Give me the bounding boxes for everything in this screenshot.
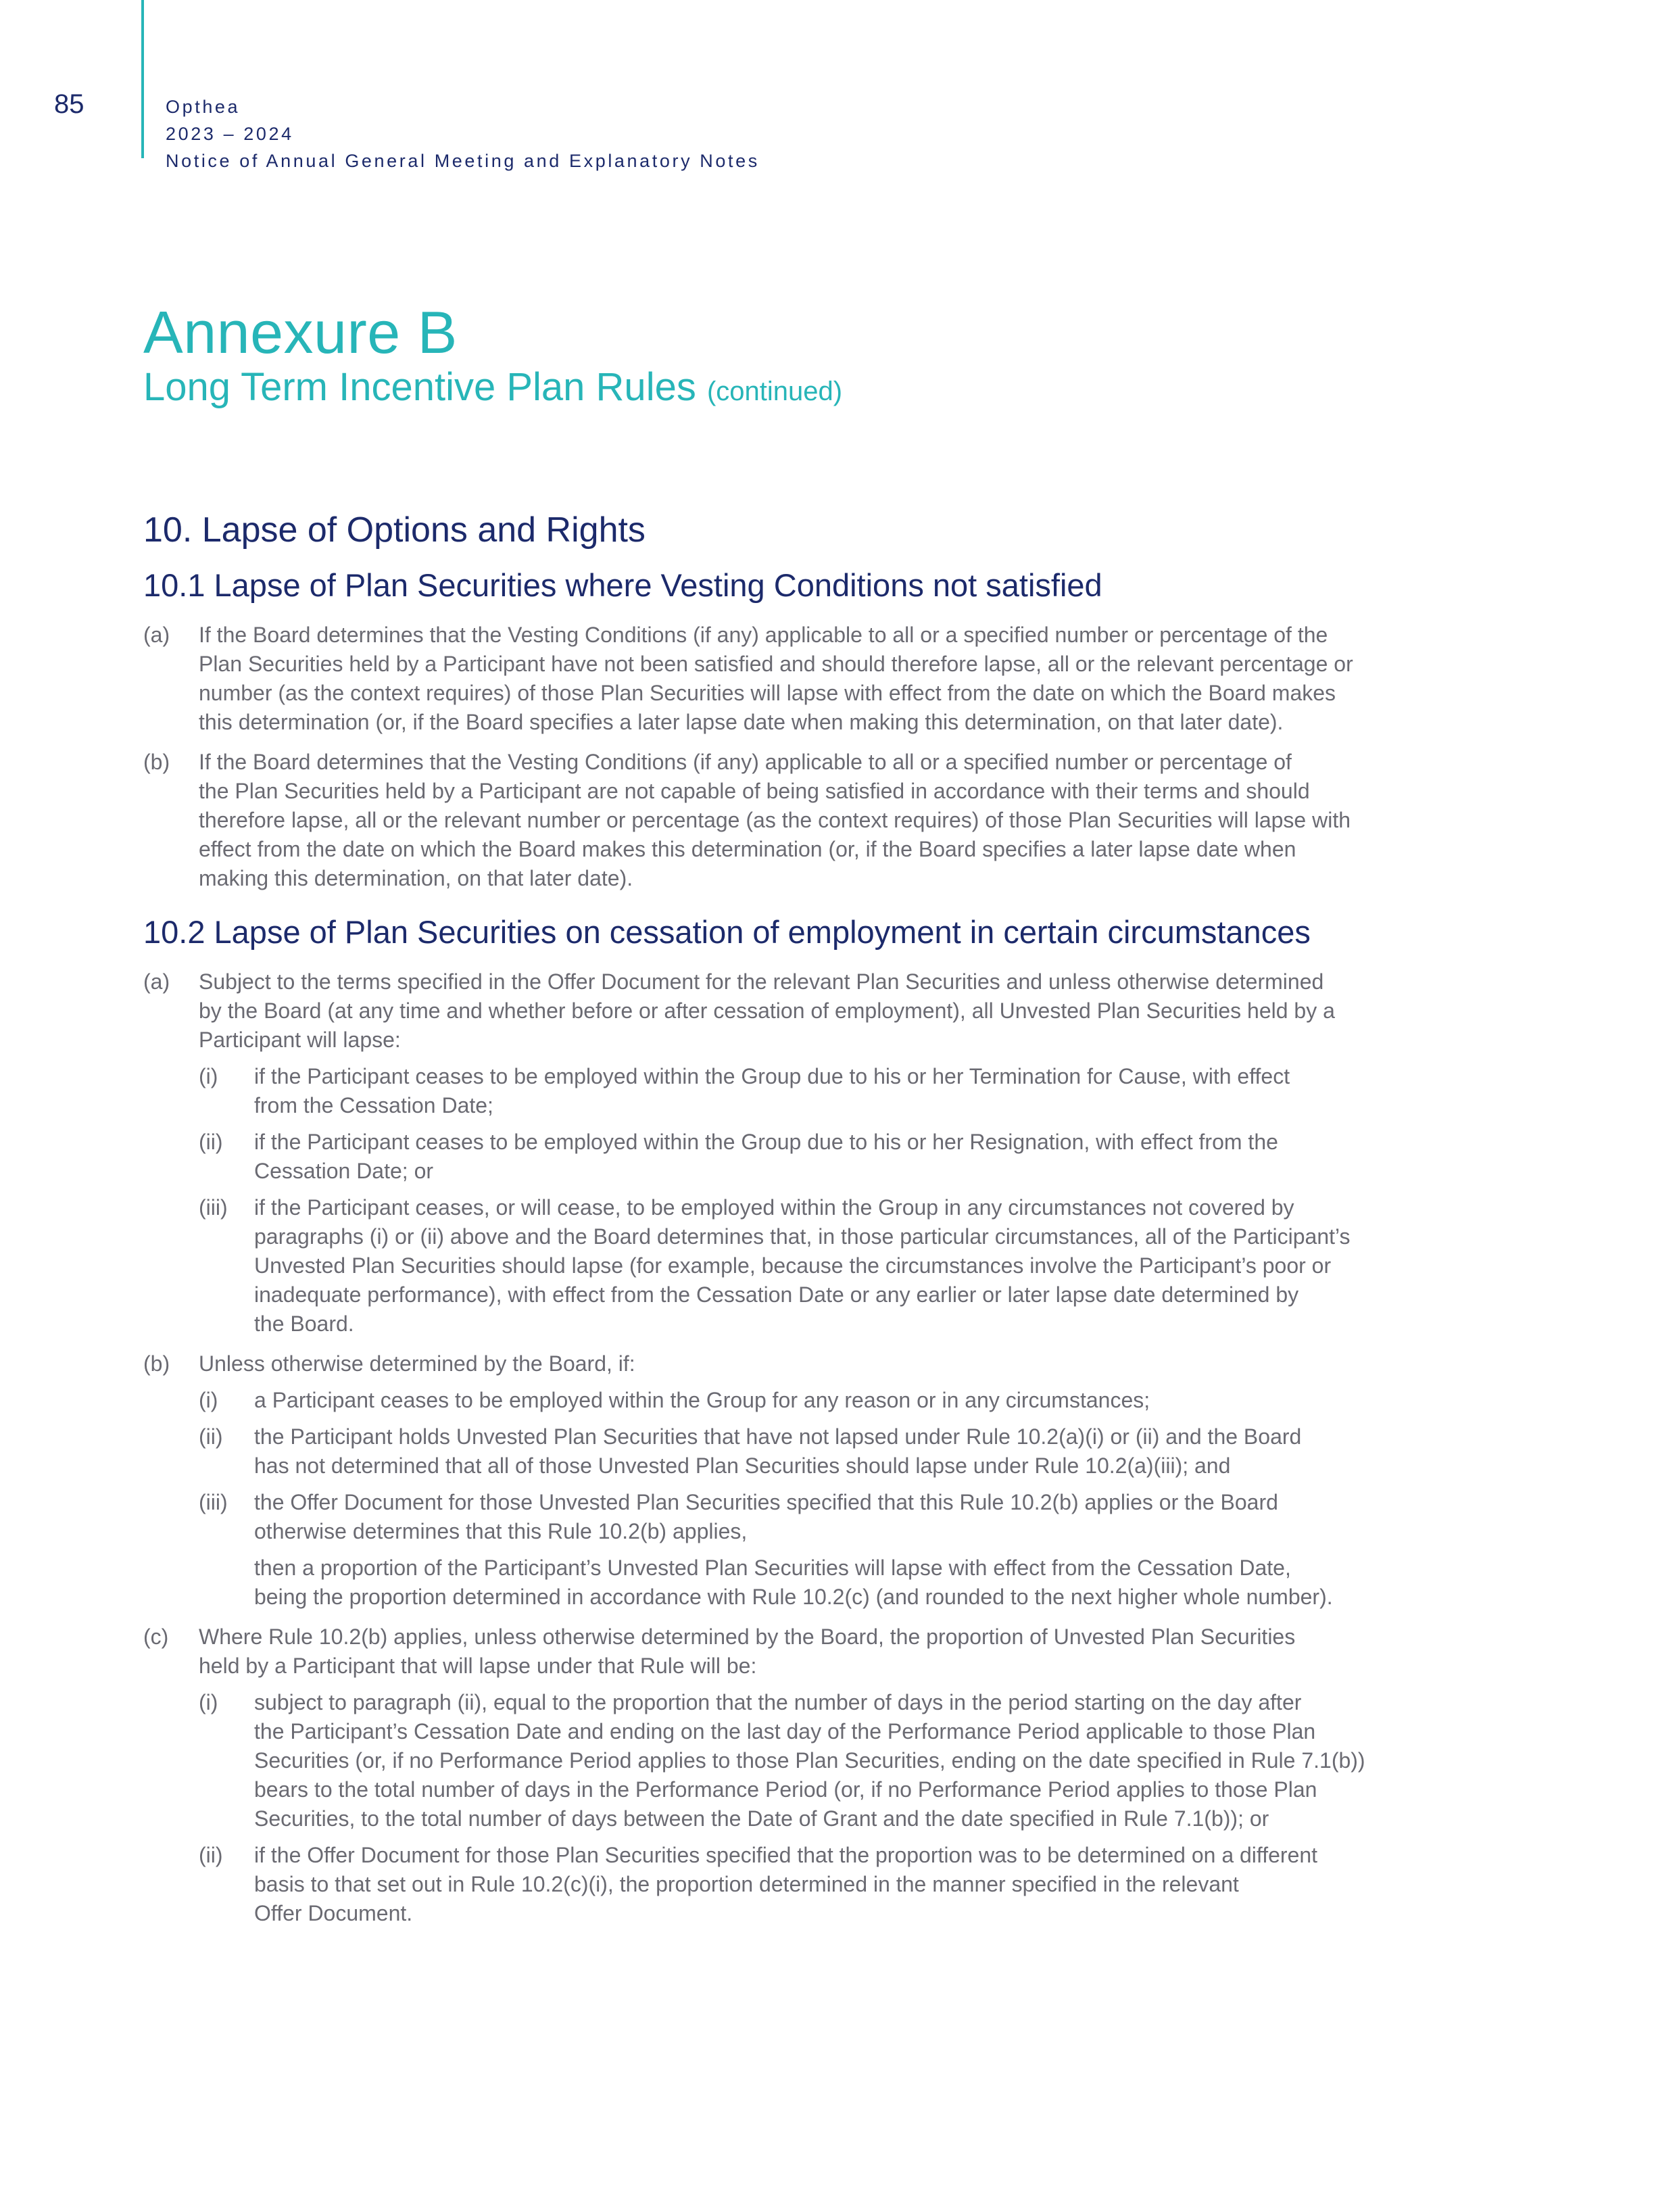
subclause-text-line: the Participant’s Cessation Date and ending on the last day of the Performance Period applicable to those Plan [254, 1719, 1316, 1744]
section-10-2-heading: 10.2 Lapse of Plan Securities on cessation of employment in certain circumstances [143, 914, 1311, 950]
clause-text-line: If the Board determines that the Vesting Conditions (if any) applicable to all or a specified number or percentage of [199, 750, 1292, 774]
clause-text-line: Participant will lapse: [199, 1028, 401, 1052]
clause-label: (c) [143, 1625, 169, 1649]
subclause-text-line: otherwise determines that this Rule 10.2(b) applies, [254, 1519, 748, 1543]
subclause-text-line: Securities (or, if no Performance Period applies to those Plan Securities, ending on the date specified in Rule 7.1(b)) [254, 1748, 1365, 1773]
subclause-label: (iii) [199, 1195, 228, 1220]
subclause-text-line: inadequate performance), with effect from the Cessation Date or any earlier or later lapse date determined by [254, 1282, 1299, 1307]
clause-text-line: Where Rule 10.2(b) applies, unless otherwise determined by the Board, the proportion of Unvested Plan Securities [199, 1625, 1296, 1649]
subtitle-continued: (continued) [706, 377, 843, 406]
subclause-text-line: Securities, to the total number of days between the Date of Grant and the date specified in Rule 7.1(b)); or [254, 1806, 1269, 1831]
clause-item [143, 967, 1495, 1055]
subclause-item [143, 1062, 1495, 1120]
subclause-text-line: the Offer Document for those Unvested Plan Securities specified that this Rule 10.2(b) applies or the Board [254, 1490, 1278, 1514]
header-accent-line [141, 0, 144, 158]
subclause-text-line: basis to that set out in Rule 10.2(c)(i), the proportion determined in the manner specified in the relevant [254, 1872, 1239, 1896]
main-content [143, 506, 1495, 1928]
clause-item [143, 1349, 1495, 1378]
subclause-text-line: from the Cessation Date; [254, 1093, 493, 1117]
subclause-item [143, 1128, 1495, 1186]
clause-text-line: by the Board (at any time and whether before or after cessation of employment), all Unvested Plan Securities held by a [199, 999, 1335, 1023]
subclause-text-line: the Participant holds Unvested Plan Securities that have not lapsed under Rule 10.2(a)(i) or (ii) and the Board [254, 1424, 1302, 1449]
subclause-label: (ii) [199, 1130, 223, 1154]
clause-10-2-a [143, 967, 1495, 1339]
document-header [166, 93, 760, 174]
clause-text-line: held by a Participant that will lapse under that Rule will be: [199, 1654, 757, 1678]
subclause-item [143, 1193, 1495, 1339]
clause-label: (b) [143, 1351, 170, 1376]
subclause-label: (ii) [199, 1843, 223, 1867]
clause-text-line: Plan Securities held by a Participant have not been satisfied and should therefore lapse, all or the relevant percentage or [199, 652, 1353, 676]
subclause-label: (i) [199, 1064, 218, 1088]
subclause-text-line: if the Offer Document for those Plan Securities specified that the proportion was to be determined on a different [254, 1843, 1318, 1867]
subclause-text-line: paragraphs (i) or (ii) above and the Board determines that, in those particular circumstances, all of the Participant’s [254, 1224, 1351, 1249]
subclause-item [143, 1488, 1495, 1546]
clause-text-line: number (as the context requires) of those Plan Securities will lapse with effect from the date on which the Board makes [199, 681, 1336, 705]
clause-label: (a) [143, 969, 170, 994]
subclause-text-line: subject to paragraph (ii), equal to the proportion that the number of days in the period starting on the day after [254, 1690, 1302, 1714]
subclause-label: (i) [199, 1690, 218, 1714]
subclause-item [143, 1386, 1495, 1415]
subclause-item [143, 1841, 1495, 1928]
subclause-item [143, 1688, 1495, 1833]
continuation-text-line: being the proportion determined in accordance with Rule 10.2(c) (and rounded to the next higher whole number). [254, 1585, 1333, 1609]
clause-10-2-b [143, 1349, 1495, 1612]
subclause-text-line: a Participant ceases to be employed within the Group for any reason or in any circumstances; [254, 1388, 1150, 1412]
subclause-label: (ii) [199, 1424, 223, 1449]
header-document-title: Notice of Annual General Meeting and Explanatory Notes [166, 151, 760, 171]
clause-10-1-b [143, 748, 1495, 893]
clause-text-line: Unless otherwise determined by the Board, if: [199, 1351, 635, 1376]
subclause-label: (iii) [199, 1490, 228, 1514]
subclause-text-line: has not determined that all of those Unvested Plan Securities should lapse under Rule 10.2(a)(iii); and [254, 1453, 1231, 1478]
clause-10-1-a [143, 621, 1495, 737]
subclause-text-line: Offer Document. [254, 1901, 413, 1925]
subclause-text-line: if the Participant ceases, or will cease, to be employed within the Group in any circumstances not covered by [254, 1195, 1294, 1220]
header-year: 2023 – 2024 [166, 124, 294, 144]
clause-continuation [143, 1554, 1495, 1612]
clause-label: (b) [143, 750, 170, 774]
clause-text-line: making this determination, on that later date). [199, 866, 633, 890]
clause-text-line: Subject to the terms specified in the Offer Document for the relevant Plan Securities and unless otherwise determined [199, 969, 1324, 994]
section-10-1-heading: 10.1 Lapse of Plan Securities where Vesting Conditions not satisfied [143, 567, 1102, 603]
page-subtitle [143, 364, 842, 415]
section-10-heading: 10. Lapse of Options and Rights [143, 510, 646, 550]
continuation-text-line: then a proportion of the Participant’s Unvested Plan Securities will lapse with effect from the Cessation Date, [254, 1556, 1291, 1580]
subclause-text-line: Cessation Date; or [254, 1159, 434, 1183]
clause-text-line: this determination (or, if the Board specifies a later lapse date when making this determination, on that later date). [199, 710, 1284, 734]
clause-text-line: therefore lapse, all or the relevant number or percentage (as the context requires) of those Plan Securities will lapse with [199, 808, 1351, 832]
subclause-text-line: if the Participant ceases to be employed within the Group due to his or her Termination for Cause, with effect [254, 1064, 1290, 1088]
clause-label: (a) [143, 623, 170, 647]
header-company: Opthea [166, 97, 241, 117]
subtitle-text: Long Term Incentive Plan Rules [143, 365, 696, 409]
subclause-text-line: the Board. [254, 1312, 354, 1336]
clause-item [143, 1622, 1495, 1681]
clause-text-line: effect from the date on which the Board makes this determination (or, if the Board specifies a later lapse date when [199, 837, 1296, 861]
subclause-text-line: bears to the total number of days in the Performance Period (or, if no Performance Period applies to those Plan [254, 1777, 1317, 1802]
clause-text-line: If the Board determines that the Vesting Conditions (if any) applicable to all or a specified number or percentage of the [199, 623, 1328, 647]
subclause-text-line: Unvested Plan Securities should lapse (for example, because the circumstances involve the Participant’s poor or [254, 1253, 1332, 1278]
subclause-text-line: if the Participant ceases to be employed within the Group due to his or her Resignation, with effect from the [254, 1130, 1278, 1154]
page-number: 85 [54, 89, 84, 119]
subclause-item [143, 1422, 1495, 1481]
subclause-label: (i) [199, 1388, 218, 1412]
clause-10-2-c [143, 1622, 1495, 1928]
page-title: Annexure B [143, 299, 458, 366]
clause-item [143, 748, 1495, 893]
clause-item [143, 621, 1495, 737]
clause-text-line: the Plan Securities held by a Participant are not capable of being satisfied in accordance with their terms and should [199, 779, 1310, 803]
